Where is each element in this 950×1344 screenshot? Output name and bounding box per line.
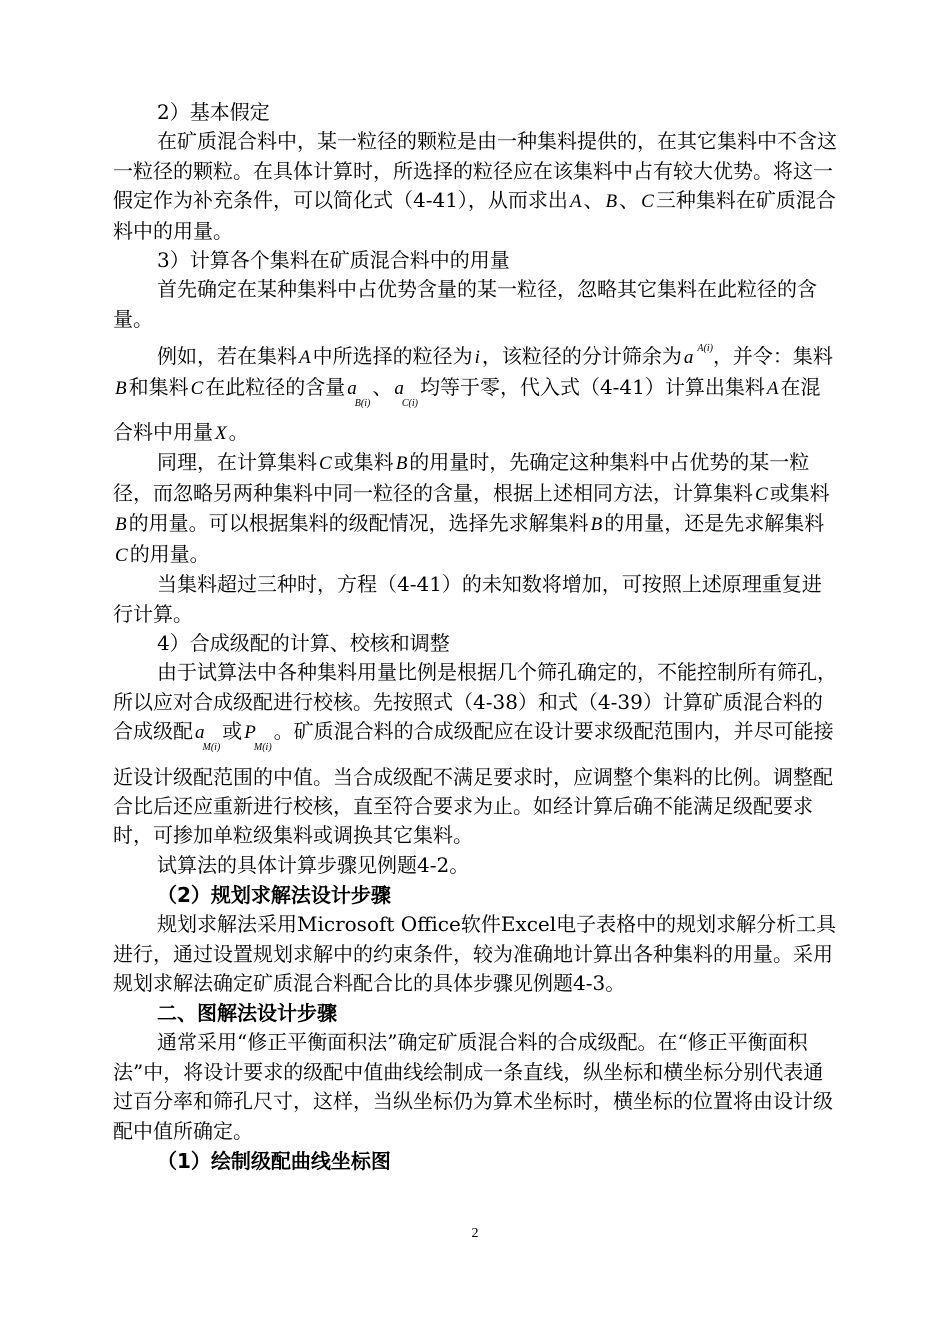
- text-run: 三种集料在矿质混合料中的用量。: [113, 188, 836, 243]
- paragraph-example-ref: 试算法的具体计算步骤见例题4-2。: [157, 852, 470, 877]
- variable-a: A: [766, 377, 779, 399]
- subscript-c-i: C(i): [401, 397, 418, 409]
- paragraph-dominant-size: 首先确定在某种集料中占优势含量的某一粒径，忽略其它集料在此粒径的含量。: [113, 277, 817, 331]
- variable-c: C: [755, 483, 768, 505]
- paragraph-graphic-method: 通常采用“修正平衡面积法”确定矿质混合料的合成级配。在“修正平衡面积法”中，将设计要求的级配中值曲线绘制成一条直线，纵坐标和横坐标分别代表通过百分率和筛孔尺寸，这样，当纵坐标仍为算术坐标时，横坐标的位置将由设计级配中值所确定。: [113, 1030, 833, 1143]
- text-run: 和集料: [128, 374, 189, 399]
- text-run: 。矿质混合料的合成级配应在设计要求级配范围内，并尽可能接近设计级配范围的中值。当合成级配不满足要求时，应调整个集料的比例。调整配合比后还应重新进行校核，直至符合要求为止。如经计算后确不能满足级配要求时，可掺加单粒级集料或调换其它集料。: [113, 719, 834, 848]
- variable-a-lower: a: [683, 347, 694, 369]
- heading-draw-chart: （1）绘制级配曲线坐标图: [157, 1149, 391, 1173]
- variable-a-lower: a: [347, 377, 357, 399]
- page-number: 2: [471, 1226, 479, 1241]
- subscript-b-i: B(i): [354, 397, 371, 409]
- text-run: 的用量时，先确定这种集料中占优势的某一粒径，而忽略另两种集料中同一粒径的含量，根据上述相同方法，计算集料: [113, 450, 810, 505]
- variable-a: A: [569, 191, 582, 213]
- variable-c: C: [115, 544, 128, 566]
- paragraph-solver: 规划求解法采用Microsoft Office软件Excel电子表格中的规划求解分析工具进行，通过设置规划求解中的约束条件，较为准确地计算出各种集料的用量。采用规划求解法确定矿质混合料配合比的具体步骤见例题4-3。: [113, 912, 837, 995]
- text-run: 同理，在计算集料: [157, 450, 317, 475]
- text-run: 、: [619, 188, 640, 213]
- text-run: 例如，若在集料: [157, 344, 297, 369]
- paragraph-more-aggregates: 当集料超过三种时，方程（4-41）的未知数将增加，可按照上述原理重复进行计算。: [113, 572, 822, 626]
- subsection-heading-check: 4）合成级配的计算、校核和调整: [157, 630, 450, 655]
- document-body: [113, 98, 840, 1176]
- variable-b: B: [590, 514, 603, 536]
- paragraph-similarly: [113, 448, 840, 570]
- text-run: 由于试算法中各种集料用量比例是根据几个筛孔确定的，不能控制所有筛孔，所以应对合成级配进行校核。先按照式（4-38）和式（4-39）计算矿质混合料的合成级配: [113, 660, 837, 744]
- text-run: 或集料: [769, 480, 830, 505]
- text-run: ，并令：集料: [712, 344, 833, 369]
- subscript-m-i: M(i): [253, 742, 272, 754]
- text-run: 均等于零，代入式（4-41）计算出集料: [419, 374, 765, 399]
- subsection-heading-calculate: 3）计算各个集料在矿质混合料中的用量: [157, 248, 510, 273]
- variable-b: B: [395, 453, 408, 475]
- variable-c: C: [641, 191, 654, 213]
- paragraph-assumption: [113, 127, 840, 246]
- subsection-heading-assumption: 2）基本假定: [157, 100, 270, 124]
- text-run: 、: [583, 188, 604, 213]
- variable-a-lower: a: [394, 377, 404, 399]
- text-run: 、: [372, 374, 393, 399]
- variable-b: B: [115, 514, 127, 536]
- text-run: 在矿质混合料中，某一粒径的颗粒是由一种集料提供的，在其它集料中不含这一粒径的颗粒。在具体计算时，所选择的粒径应在该集料中占有较大优势。将这一假定作为补充条件，可以简化式（4-41），从而求出: [113, 129, 837, 213]
- variable-a: A: [299, 347, 311, 369]
- text-run: 在此粒径的含量: [205, 374, 346, 399]
- text-run: 的用量。可以根据集料的级配情况，选择先求解集料: [128, 511, 589, 536]
- subscript-m-i: M(i): [202, 742, 221, 754]
- variable-i: i: [474, 347, 480, 369]
- variable-a-lower: a: [195, 722, 205, 744]
- text-run: 在混合料中用量: [113, 374, 821, 445]
- variable-c: C: [190, 377, 204, 399]
- text-run: 中所选择的粒径为: [312, 344, 473, 369]
- section-heading-graphic-method: 二、图解法设计步骤: [157, 1001, 337, 1026]
- text-run: 的用量，还是先求解集料: [604, 511, 825, 536]
- heading-solver-method: （2）规划求解法设计步骤: [157, 883, 391, 908]
- paragraph-check-adjust: [113, 658, 840, 850]
- text-run: 或: [222, 719, 243, 744]
- variable-p: P: [244, 722, 256, 744]
- text-run: ，该粒径的分计筛余为: [481, 344, 682, 369]
- text-run: 的用量。: [129, 541, 210, 566]
- variable-b: B: [115, 377, 127, 399]
- subscript-a-i: A(i): [697, 343, 713, 355]
- text-run: 。: [228, 420, 249, 445]
- paragraph-example: [113, 334, 840, 448]
- variable-x: X: [215, 423, 227, 445]
- text-run: 或集料: [333, 450, 394, 475]
- variable-b: B: [605, 191, 618, 213]
- variable-c: C: [319, 453, 332, 475]
